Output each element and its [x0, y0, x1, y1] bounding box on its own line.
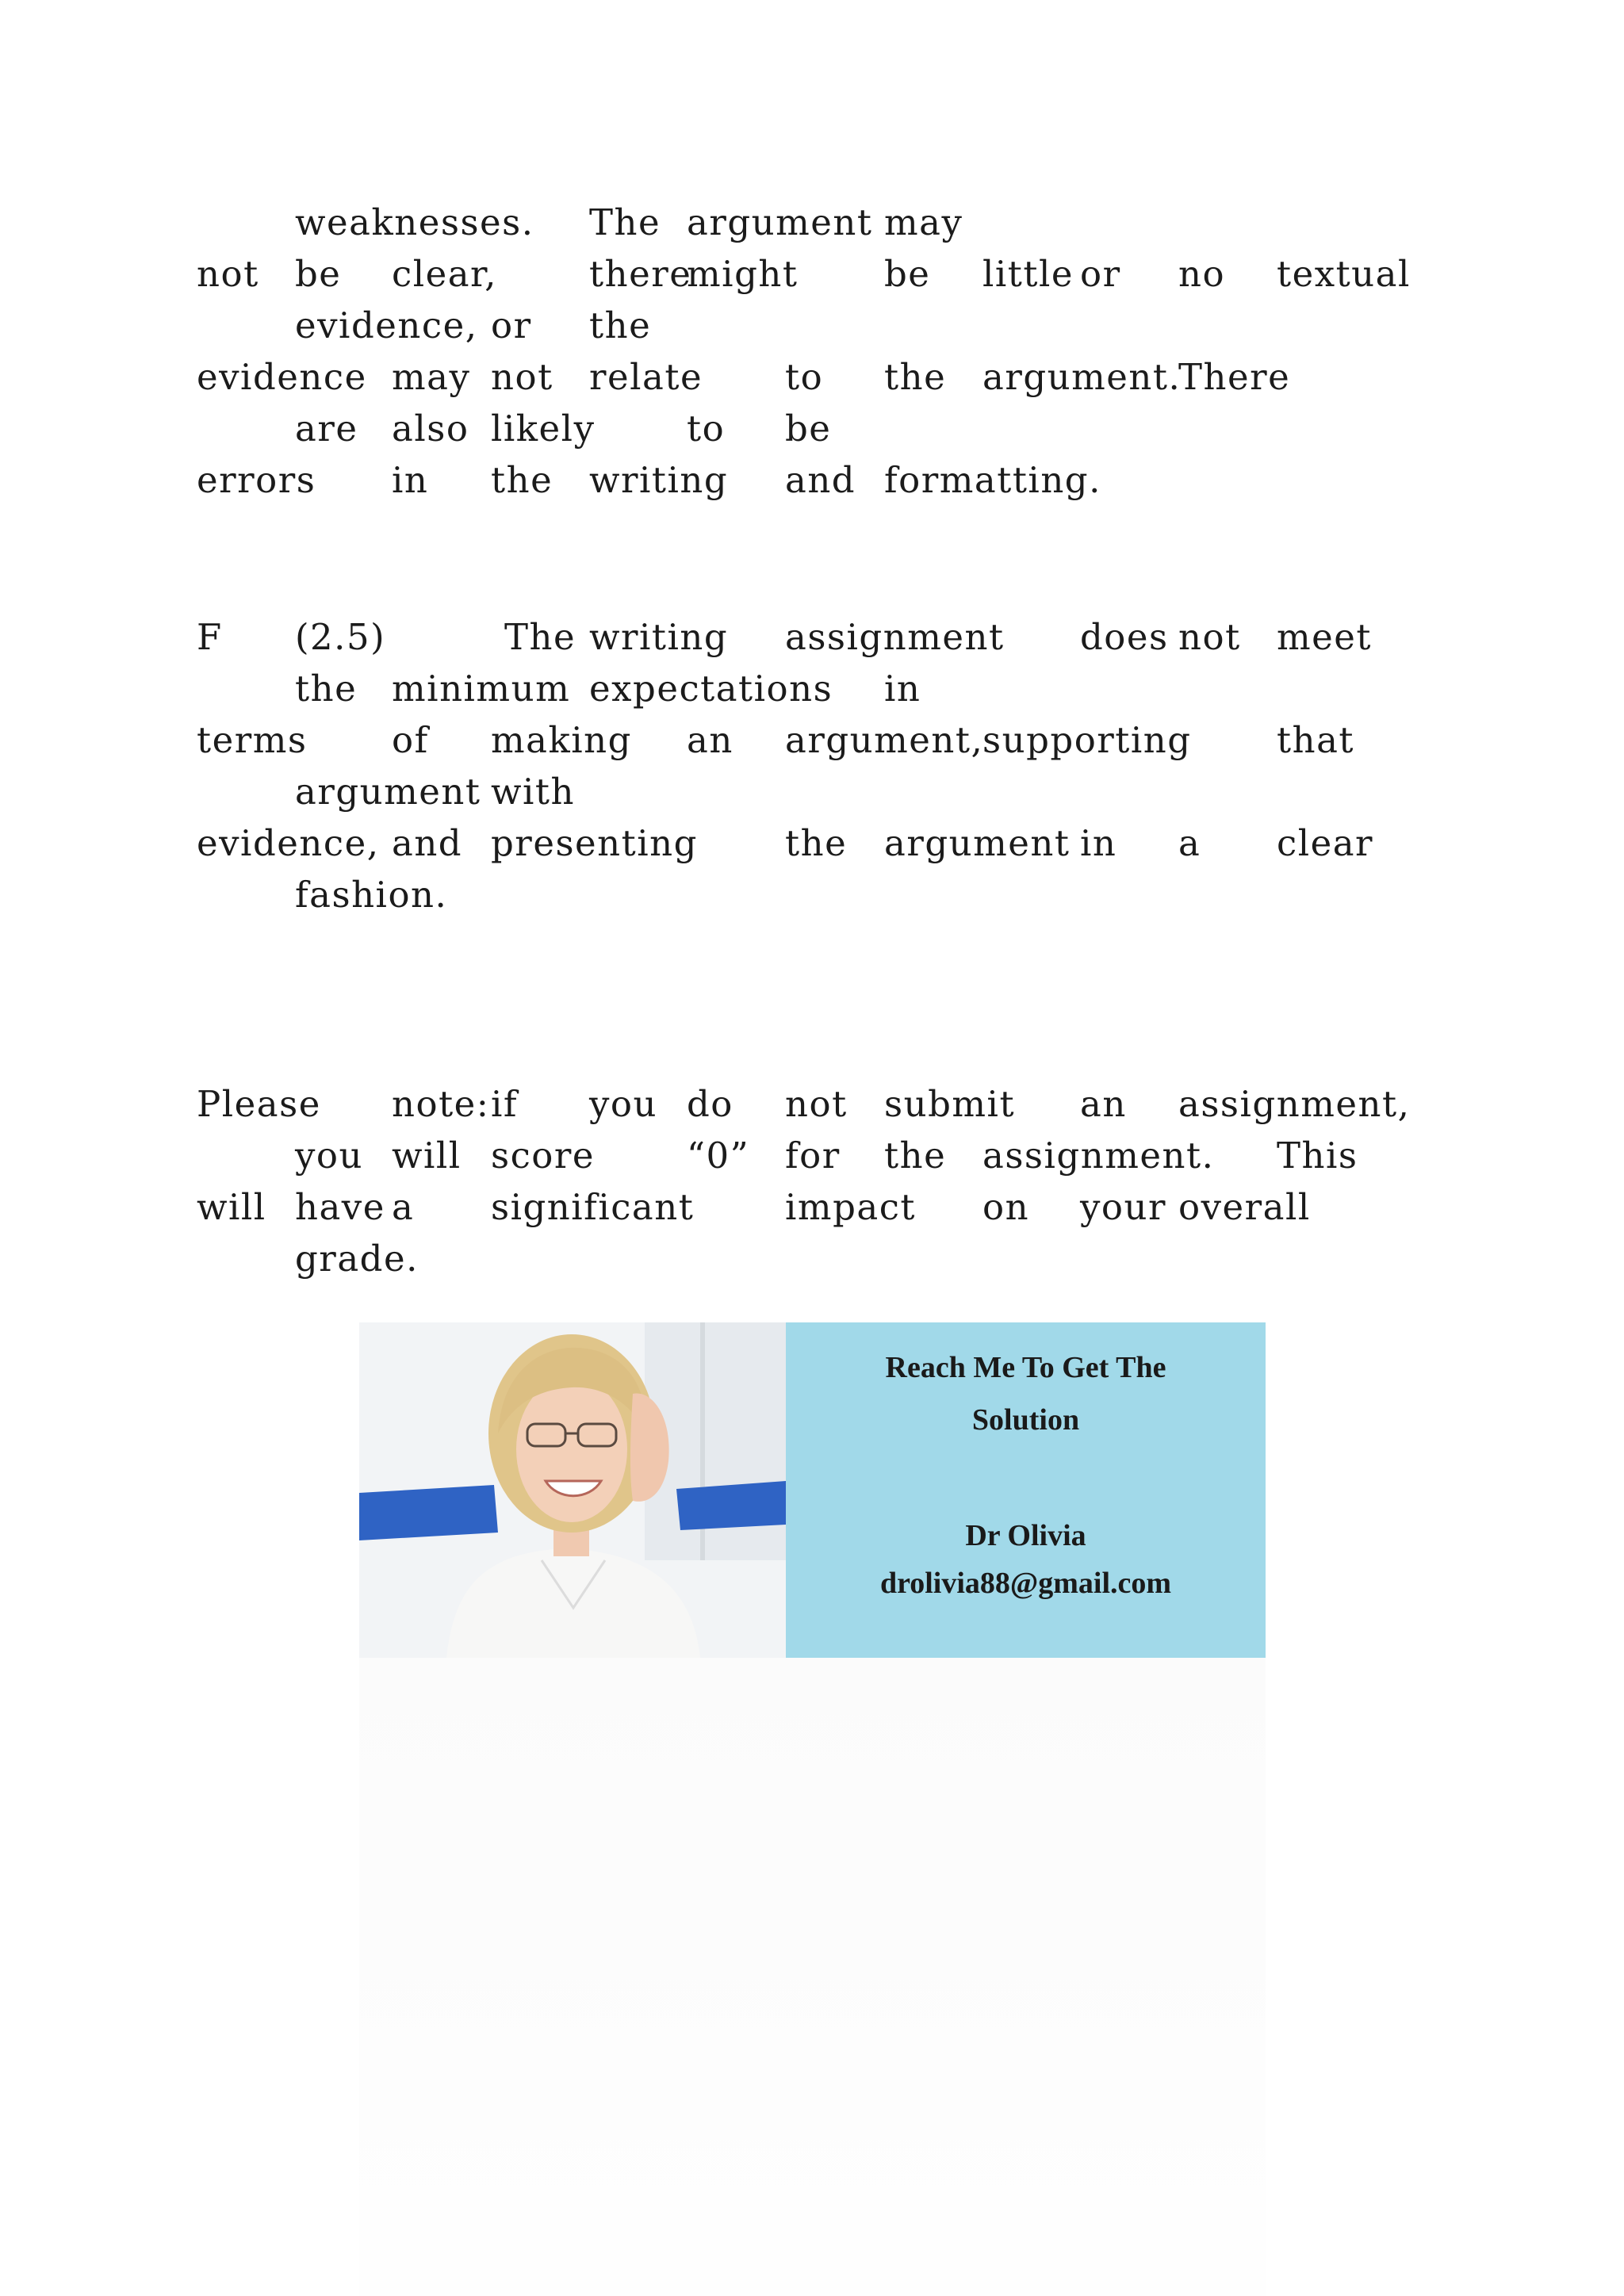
- word: does: [1080, 616, 1169, 658]
- contact-panel: [786, 1322, 1266, 1658]
- word: or: [491, 304, 532, 346]
- word: no: [1178, 253, 1226, 295]
- word: are: [295, 408, 358, 450]
- contact-email[interactable]: drolivia88@gmail.com: [879, 1567, 1172, 1600]
- word: in: [884, 668, 921, 710]
- word: overall: [1178, 1186, 1311, 1228]
- word: This: [1277, 1135, 1358, 1177]
- word: and: [785, 459, 856, 501]
- word: in: [1080, 822, 1117, 864]
- word: argument,: [785, 719, 984, 761]
- word: score: [491, 1135, 596, 1177]
- word: evidence: [197, 356, 367, 398]
- word: There: [1178, 356, 1291, 398]
- word: presenting: [491, 822, 698, 864]
- word: be: [295, 253, 342, 295]
- word: evidence,: [295, 304, 478, 346]
- word: be: [785, 408, 832, 450]
- word: The: [589, 201, 661, 243]
- word: assignment,: [1178, 1083, 1411, 1125]
- word: not: [491, 356, 553, 398]
- word: in: [392, 459, 429, 501]
- word: little: [982, 253, 1074, 295]
- word: your: [1080, 1186, 1167, 1228]
- word: assignment: [785, 616, 1005, 658]
- word: not: [785, 1083, 848, 1125]
- word: not: [1178, 616, 1241, 658]
- word: clear,: [392, 253, 497, 295]
- word: the: [491, 459, 553, 501]
- word: making: [491, 719, 632, 761]
- word: not: [197, 253, 259, 295]
- word: Please: [197, 1083, 321, 1125]
- word: The: [504, 616, 576, 658]
- word: with: [491, 771, 575, 813]
- word: the: [295, 668, 358, 710]
- word: there: [589, 253, 692, 295]
- word: be: [884, 253, 931, 295]
- word: errors: [197, 459, 316, 501]
- word: for: [785, 1135, 841, 1177]
- contact-ad-banner: [359, 1322, 1266, 1658]
- word: clear: [1277, 822, 1374, 864]
- blank-area: [359, 1658, 1266, 2296]
- word: significant: [491, 1186, 695, 1228]
- word: textual: [1277, 253, 1411, 295]
- word: submit: [884, 1083, 1016, 1125]
- word: argument: [884, 822, 1071, 864]
- word: to: [785, 356, 824, 398]
- word: may: [392, 356, 471, 398]
- word: to: [687, 408, 726, 450]
- word: of: [392, 719, 429, 761]
- word: the: [884, 1135, 947, 1177]
- word: assignment.: [982, 1135, 1215, 1177]
- word: you: [589, 1083, 657, 1125]
- word: supporting: [982, 719, 1192, 761]
- word: argument.: [982, 356, 1182, 398]
- word: argument: [295, 771, 481, 813]
- contact-name: Dr Olivia: [965, 1519, 1086, 1552]
- word: fashion.: [295, 874, 448, 916]
- word: an: [687, 719, 733, 761]
- word: writing: [589, 616, 729, 658]
- word: an: [1080, 1083, 1127, 1125]
- word: writing: [589, 459, 729, 501]
- grade-points: (2.5): [295, 616, 386, 658]
- word: and: [392, 822, 463, 864]
- word: you: [295, 1135, 363, 1177]
- word: terms: [197, 719, 308, 761]
- word: evidence,: [197, 822, 380, 864]
- word: if: [491, 1083, 519, 1125]
- word: meet: [1277, 616, 1373, 658]
- word: on: [982, 1186, 1030, 1228]
- word: relate: [589, 356, 703, 398]
- word: that: [1277, 719, 1354, 761]
- word: the: [589, 304, 652, 346]
- word: minimum: [392, 668, 571, 710]
- word: impact: [785, 1186, 916, 1228]
- word: weaknesses.: [295, 201, 534, 243]
- ad-headline-line1: Reach Me To Get The: [885, 1351, 1166, 1384]
- word: likely: [491, 408, 596, 450]
- word: grade.: [295, 1238, 419, 1280]
- word: the: [785, 822, 848, 864]
- word: will: [197, 1186, 266, 1228]
- word: also: [392, 408, 469, 450]
- word: have: [295, 1186, 385, 1228]
- word: formatting.: [884, 459, 1101, 501]
- word: a: [392, 1186, 415, 1228]
- word: do: [687, 1083, 733, 1125]
- ad-headline-line2: Solution: [971, 1403, 1080, 1437]
- grade-letter: F: [197, 616, 223, 658]
- word: the: [884, 356, 947, 398]
- word: note:: [392, 1083, 490, 1125]
- woman-photo: [359, 1322, 786, 1658]
- word: argument: [687, 201, 873, 243]
- word: or: [1080, 253, 1121, 295]
- word: a: [1178, 822, 1201, 864]
- word: might: [687, 253, 799, 295]
- word: will: [392, 1135, 462, 1177]
- word: may: [884, 201, 963, 243]
- score-value: “0”: [687, 1135, 750, 1177]
- word: expectations: [589, 668, 833, 710]
